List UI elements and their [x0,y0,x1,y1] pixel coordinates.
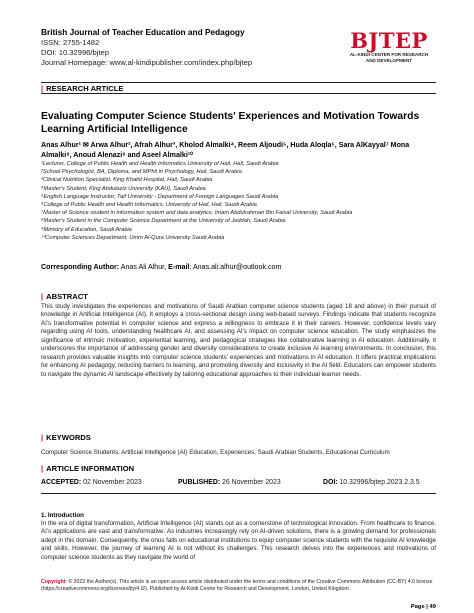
affiliation: ⁴Master's Student, King Abdulaziz University (KAU), Saudi Arabia [41,185,206,192]
journal-issn: ISSN: 2755-1482 [41,38,100,47]
keywords-heading-label: KEYWORDS [46,433,91,442]
logo-mark: BJTEP [350,28,428,53]
corresponding-name: Anas Ali Alhur, [120,263,167,271]
author-list [41,140,436,160]
author-line-1[interactable]: Anas Alhur¹ ✉ Arwa Alhur², Afrah Alhur³, Kholod Almalki⁴, Reem Aljoudi⁵, Huda Aloqla⁶, Sara AlKayyal⁷ Mona [41,141,410,149]
keywords-text: Computer Science Students, Artificial Intelligence (AI) Education, Experiences, Saudi Arabian Students, Educational Curriculum [41,449,390,456]
published-date [178,478,281,488]
journal-title: British Journal of Teacher Education and Pedagogy [41,27,245,37]
affiliation: ¹Lecturer, College of Public Health and Health Informatics University of Hail, Hail, Saudi Arabia [41,161,279,167]
section-bar: | [41,433,44,442]
doi-label: DOI: [323,479,338,486]
journal-header [41,27,341,68]
email-label: E-mail [168,263,190,271]
header-divider-top [41,82,436,83]
accepted-date [41,478,142,488]
author-line-2[interactable]: Almalki⁸, Anoud Alenazi⁹ and Aseel Almalki¹⁰ [41,151,193,159]
affiliation: ⁶College of Public Health and Health Informatics, University of Hail, Hail, Saudi Arabia [41,202,257,209]
affiliation: ⁸Master's Student in the Computer Science Department at the University of Jeddah, Saudi Arabia [41,218,286,225]
corresponding-label: Corresponding Author: [41,263,120,271]
abstract-heading [41,292,88,302]
affiliations [41,160,436,242]
keywords-heading [41,433,91,443]
publisher-logo [342,30,436,64]
section-bar: | [41,292,44,301]
logo-subtitle-line2: AND DEVELOPMENT [365,58,413,63]
introduction-heading: 1. Introduction [41,512,84,519]
abstract-heading-label: ABSTRACT [46,292,88,301]
journal-homepage[interactable]: Journal Homepage: www.al-kindipublisher.com/index.php/bjtep [41,58,253,67]
introduction-text: In the era of digital transformation, Artificial Intelligence (AI) stands out as a cornerstone of technological innovation. From healthcare to finance, AI's applications are vast and transformative. As industries increasingly rely on AI-driven solutions, there is a growing demand for professionals adept in this domain. Consequently, the onus falls on educational institutions to equip computer science students with the requisite AI knowledge and skills. However, the journey of learning AI is not without its challenges. This research delves into the experiences and motivations of computer science students as they navigate the world of [41,520,436,561]
article-doi [323,478,420,488]
article-type-label: RESEARCH ARTICLE [46,84,124,93]
page-number: Page | 49 [410,604,436,610]
doi-value[interactable]: 10.32996/bjtep.2023.2.3.5 [339,479,420,486]
paper-title: Evaluating Computer Science Students' Experiences and Motivation Towards Learning Artificial Intelligence [41,111,420,135]
accepted-label: ACCEPTED: [41,479,82,486]
affiliation: ²School Psychologist, BA, Diploma, and MPhil in Psychology, Hail, Saudi Arabia [41,169,242,176]
accepted-value: 02 November 2023 [83,479,142,486]
section-bar: | [41,84,44,93]
header-divider-bottom [41,93,436,94]
info-divider [41,493,436,494]
published-value: 26 November 2023 [222,479,281,486]
affiliation: ⁹Ministry of Education, Saudi Arabia [41,226,132,233]
affiliation: ⁷Master of Science student in information system and data analytics, Imam Abdulrahman Bin Faisal University, Saudi Arabia [41,210,353,217]
abstract-text: This study investigates the experiences and motivations of Saudi Arabian computer science students (aged 18 and above) in their pursuit of knowledge in Artificial Intelligence (AI). It employs a cross-sectional design using web-based surveys. Findings indicate that students recognize AI's transformative potential in computer science and express a willingness to embrace it in their careers. However, confidence levels vary regarding using AI tools, understanding healthcare AI, and assessing AI's impact on computer science education. The study emphasizes the significance of intrinsic motivation, experiential learning, and pedagogical strategies like collaborative learning in AI education. Additionally, it underscores the importance of addressing gender and diversity considerations to create inclusive AI learning environments. In conclusion, this research provides valuable insights into computer science students' experiences and motivations in AI education. It offers practical implications for enhancing AI pedagogy, reducing barriers to learning, and promoting diversity and inclusivity in the AI field. Educators can empower students to navigate the dynamic AI landscape effectively by tailoring educational approaches to their individual learner needs. [41,303,436,378]
corresponding-author [41,262,281,272]
copyright-notice [41,579,436,593]
logo-subtitle-line1: AL-KINDI CENTER FOR RESEARCH [349,52,429,57]
section-bar: | [41,464,44,473]
corresponding-email[interactable]: : Anas.ali.alhur@outlook.com [189,263,282,271]
published-label: PUBLISHED: [178,479,221,486]
article-info-heading [41,464,134,474]
article-info-heading-label: ARTICLE INFORMATION [46,464,135,473]
copyright-label: Copyright [41,579,66,585]
affiliation: ⁵English Language Instructor, Taif University - Department of Foreign Languages Saudi Arabia [41,193,279,200]
affiliation: ¹⁰Computer Sciences Department, Umm Al-Qura University Saudi Arabia [41,234,225,241]
affiliation: ³Clinical Nutrition Specialist, King Khalid Hospital, Hail, Saudi Arabia [41,177,213,184]
copyright-text: : © 2023 the Author(s). This article is an open access article distributed under the terms and conditions of the Creative Commons Attribution (CC-BY) 4.0 license (https://creativecommons.org/licenses/by/4.0/). Published by Al-Kindi Centre for Research and Development, London, United Kingdom. [41,579,433,592]
journal-doi: DOI: 10.32996/bjtep [41,48,109,57]
